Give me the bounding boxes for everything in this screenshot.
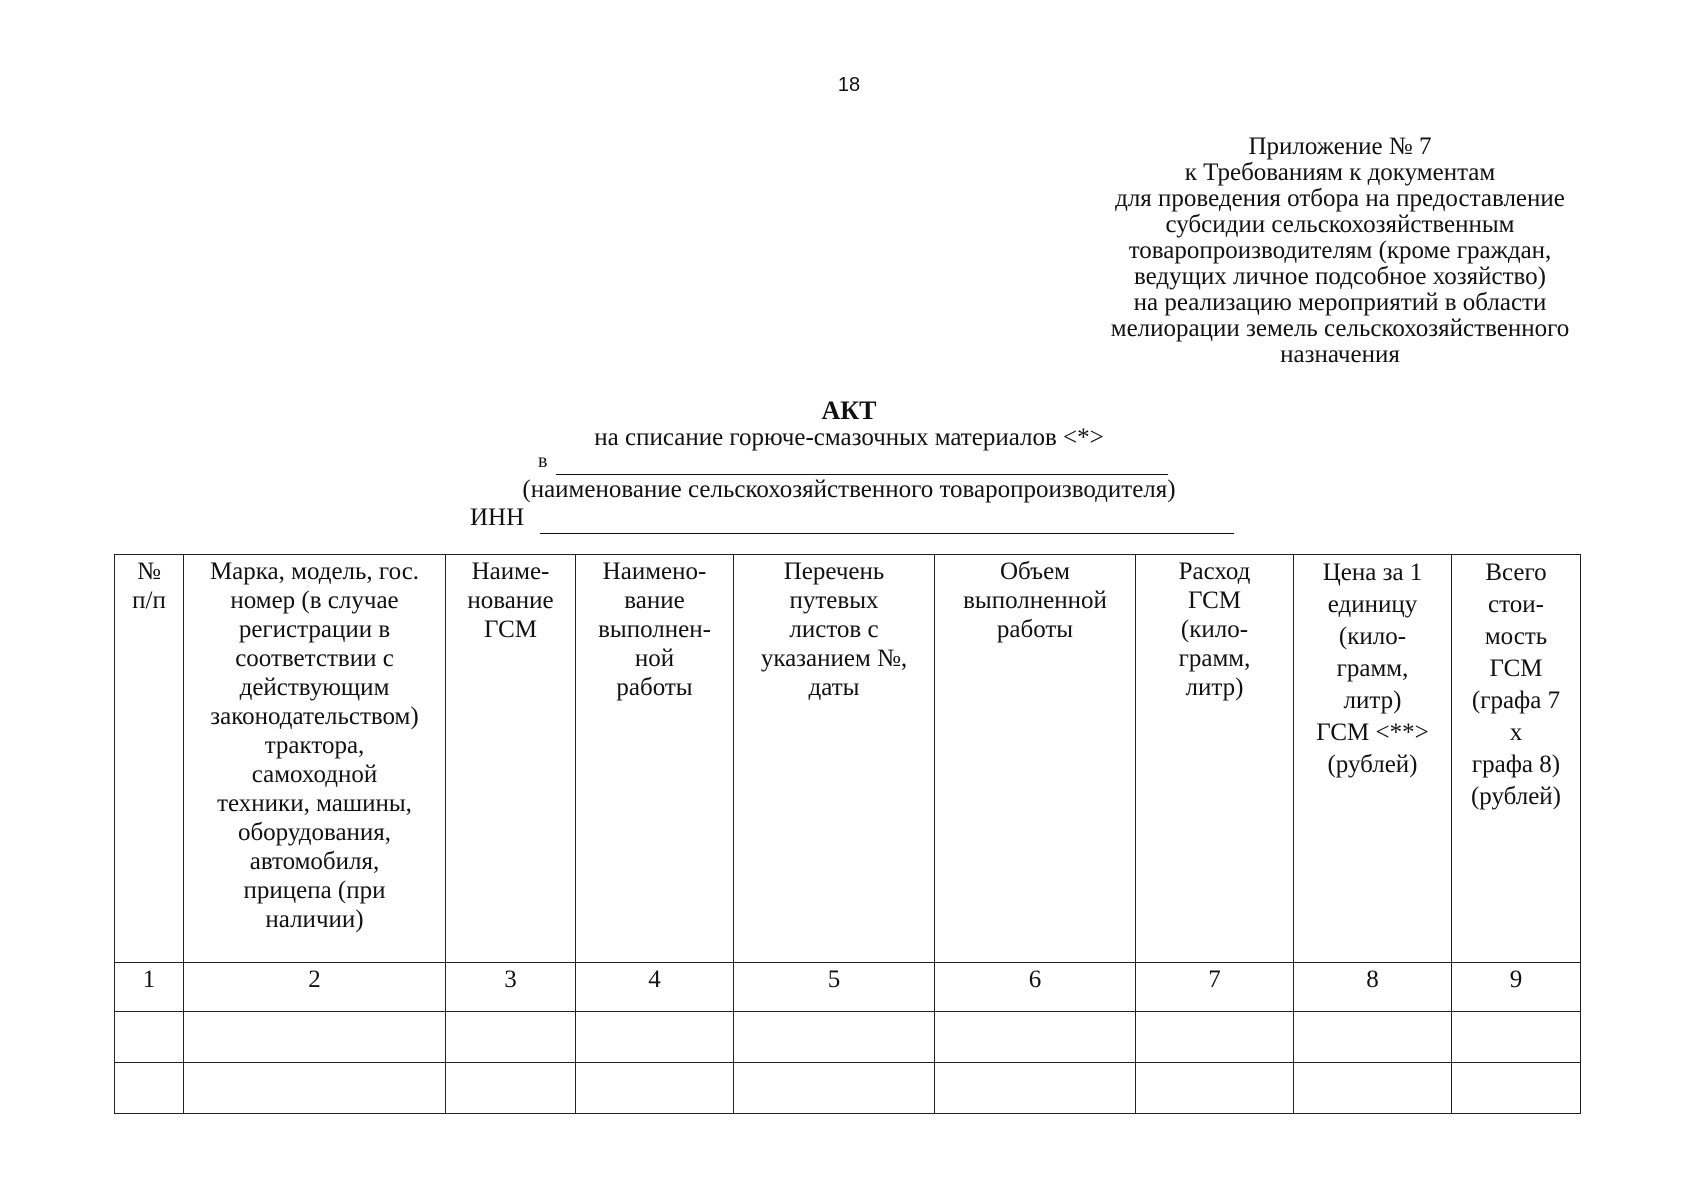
header-cell-work-name: Наимено- вание выполнен- ной работы <box>576 555 734 963</box>
act-in-label: в <box>538 450 548 472</box>
header-cell-index: № п/п <box>115 555 184 963</box>
table-cell[interactable] <box>1136 1063 1294 1114</box>
header-cell-work-volume: Объем выполненной работы <box>935 555 1136 963</box>
header-cell-fuel-name: Наиме- нование ГСМ <box>446 555 576 963</box>
header-cell-fuel-consumption: Расход ГСМ (кило- грамм, литр) <box>1136 555 1294 963</box>
table-cell[interactable] <box>935 1012 1136 1063</box>
table-cell[interactable] <box>1294 1012 1452 1063</box>
appendix-line: на реализацию мероприятий в области <box>1133 289 1547 316</box>
column-number: 8 <box>1294 963 1452 1012</box>
page-number: 18 <box>837 74 861 96</box>
table-cell[interactable] <box>1294 1063 1452 1114</box>
inn-label: ИНН <box>470 504 525 531</box>
appendix-line: ведущих личное подсобное хозяйство) <box>1134 263 1546 290</box>
table-cell[interactable] <box>184 1012 446 1063</box>
header-cell-unit-price: Цена за 1 единицу (кило- грамм, литр) ГСМ <**> (рублей) <box>1294 555 1452 963</box>
table-cell[interactable] <box>935 1063 1136 1114</box>
column-number: 6 <box>935 963 1136 1012</box>
act-subtitle: на списание горюче-смазочных материалов <*> <box>594 424 1104 451</box>
producer-name-blank-line <box>556 474 1168 475</box>
table-cell[interactable] <box>115 1063 184 1114</box>
table-cell[interactable] <box>115 1012 184 1063</box>
table-cell[interactable] <box>734 1012 935 1063</box>
column-number: 4 <box>576 963 734 1012</box>
table-row <box>115 1012 1581 1063</box>
appendix-line: субсидии сельскохозяйственным <box>1165 211 1515 238</box>
act-caption: (наименование сельскохозяйственного товаропроизводителя) <box>522 476 1176 503</box>
column-number: 3 <box>446 963 576 1012</box>
header-cell-vehicle: Марка, модель, гос. номер (в случае регистрации в соответствии с действующим законодательством) трактора, самоходной техники, машины, оборудования, автомобиля, прицепа (при наличии) <box>184 555 446 963</box>
table-cell[interactable] <box>446 1012 576 1063</box>
appendix-line: Приложение № 7 <box>1248 133 1432 160</box>
column-number: 5 <box>734 963 935 1012</box>
appendix-line: товаропроизводителям (кроме граждан, <box>1128 237 1552 264</box>
column-number: 1 <box>115 963 184 1012</box>
header-cell-waybills: Перечень путевых листов с указанием №, даты <box>734 555 935 963</box>
table-cell[interactable] <box>734 1063 935 1114</box>
table-cell[interactable] <box>576 1063 734 1114</box>
appendix-heading <box>1040 134 1640 368</box>
appendix-line: мелиорации земель сельскохозяйственного <box>1110 315 1570 342</box>
column-number-row <box>115 963 1581 1012</box>
table-row <box>115 1063 1581 1114</box>
column-number: 2 <box>184 963 446 1012</box>
column-number: 7 <box>1136 963 1294 1012</box>
table-cell[interactable] <box>576 1012 734 1063</box>
appendix-line: назначения <box>1280 341 1400 368</box>
table-cell[interactable] <box>446 1063 576 1114</box>
table-header-row <box>115 555 1581 963</box>
table-cell[interactable] <box>1452 1063 1581 1114</box>
table-cell[interactable] <box>184 1063 446 1114</box>
appendix-line: к Требованиям к документам <box>1184 159 1496 186</box>
header-cell-total-cost: Всего стои- мость ГСМ (графа 7 х графа 8) (рублей) <box>1452 555 1581 963</box>
act-title: АКТ <box>821 396 877 425</box>
fuel-write-off-table <box>114 554 1581 1114</box>
table-cell[interactable] <box>1452 1012 1581 1063</box>
inn-blank-line <box>540 533 1234 534</box>
table-cell[interactable] <box>1136 1012 1294 1063</box>
appendix-line: для проведения отбора на предоставление <box>1115 185 1565 212</box>
column-number: 9 <box>1452 963 1581 1012</box>
